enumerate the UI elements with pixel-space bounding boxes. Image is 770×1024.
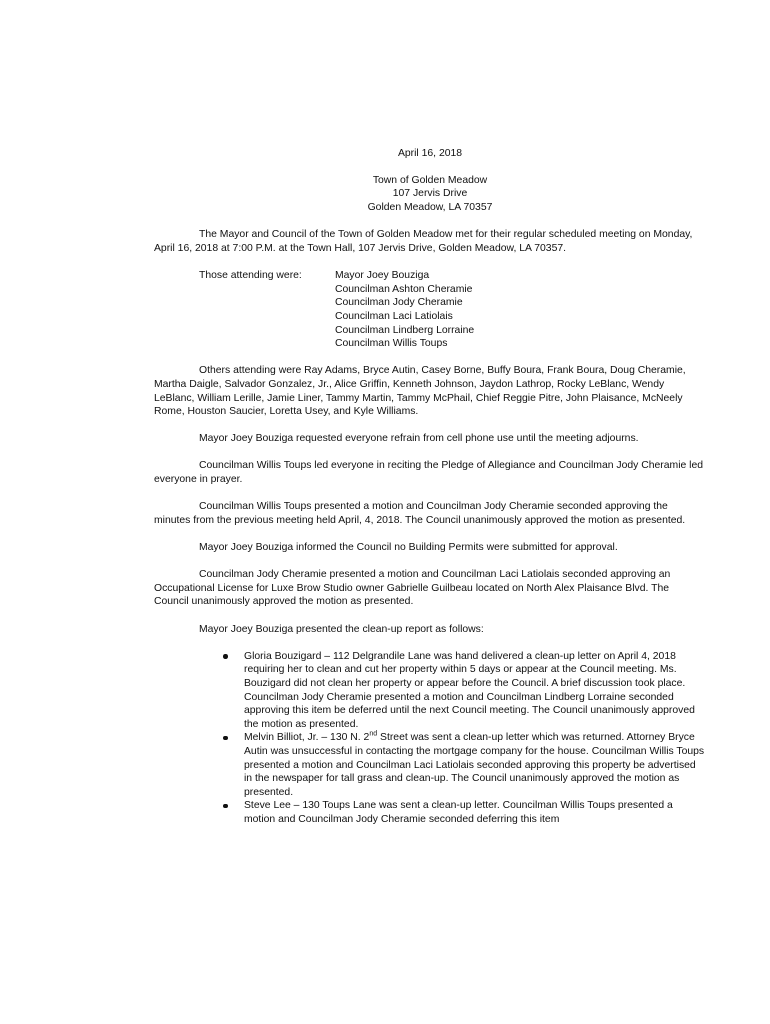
attendance-list	[335, 269, 706, 351]
document-page	[154, 147, 706, 827]
cleanup-intro-paragraph: Mayor Joey Bouziga presented the clean-up report as follows:	[199, 623, 484, 635]
list-item-text: Street was sent a clean-up letter which was returned. Attorney Bryce Autin was unsuccessful in contacting the mortgage company for the house. Councilman Willis Toups presented a motion and Councilman Laci Latiolais seconded approving this property be advertised in the newspaper for tall grass and clean-up. The Council unanimously approved the motion as presented.	[244, 732, 705, 798]
meeting-date: April 16, 2018	[397, 148, 463, 159]
attendee: Councilman Ashton Cheramie	[335, 283, 473, 295]
attendee: Councilman Laci Latiolais	[335, 310, 453, 322]
list-item	[199, 731, 706, 799]
pledge-prayer-paragraph: Councilman Willis Toups led everyone in reciting the Pledge of Allegiance and Councilman Jody Cheramie led everyone in prayer.	[154, 460, 704, 486]
attendee: Mayor Joey Bouziga	[335, 270, 430, 282]
town-name: Town of Golden Meadow	[372, 174, 488, 186]
address-block	[154, 174, 706, 215]
occupational-license-paragraph: Councilman Jody Cheramie presented a motion and Councilman Laci Latiolais seconded approving an Occupational License for Luxe Brow Studio owner Gabrielle Guilbeau located on North Alex Plaisance Blvd. The Council unanimously approved the motion as presented.	[154, 569, 671, 608]
building-permits-paragraph: Mayor Joey Bouziga informed the Council no Building Permits were submitted for approval.	[199, 542, 618, 554]
cleanup-list	[154, 650, 706, 827]
attendance-block	[154, 269, 706, 351]
attendee: Councilman Lindberg Lorraine	[335, 324, 475, 336]
cell-phone-paragraph: Mayor Joey Bouziga requested everyone refrain from cell phone use until the meeting adjourns.	[199, 433, 639, 445]
attendee: Councilman Willis Toups	[335, 338, 448, 350]
city-state-zip: Golden Meadow, LA 70357	[367, 201, 493, 213]
list-item: Steve Lee – 130 Toups Lane was sent a clean-up letter. Councilman Willis Toups presented a motion and Councilman Jody Cheramie seconded deferring this item	[199, 799, 706, 826]
ordinal-suffix: nd	[369, 730, 378, 738]
list-item-text: Melvin Billiot, Jr. – 130 N. 2	[244, 732, 370, 744]
others-attending-paragraph: Others attending were Ray Adams, Bryce Autin, Casey Borne, Buffy Boura, Frank Boura, Doug Cheramie, Martha Daigle, Salvador Gonzalez, Jr., Alice Griffin, Kenneth Johnson, Jaydon Lathrop, Rocky LeBlanc, Wendy LeBlanc, William Lerille, Jamie Liner, Tammy Martin, Tammy McPhail, Chief Reggie Pitre, John Plaisance, McNeely Rome, Houston Saucier, Loretta Usey, and Kyle Williams.	[154, 365, 686, 418]
attendee: Councilman Jody Cheramie	[335, 297, 463, 309]
attendance-label: Those attending were:	[199, 270, 302, 282]
list-item: Gloria Bouzigard – 112 Delgrandile Lane was hand delivered a clean-up letter on April 4, 2018 requiring her to clean and cut her property within 5 days or appear at the Council meeting. Ms. Bouzigard did not clean her property or appear before the Council. A brief discussion took place. Councilman Jody Cheramie presented a motion and Councilman Lindberg Lorraine seconded approving this item be deferred until the next Council meeting. The Council unanimously approved the motion as presented.	[199, 650, 706, 732]
street-address: 107 Jervis Drive	[392, 188, 468, 200]
minutes-approval-paragraph: Councilman Willis Toups presented a motion and Councilman Jody Cheramie seconded approving the minutes from the previous meeting held April, 4, 2018. The Council unanimously approved the motion as presented.	[154, 501, 686, 526]
intro-paragraph: The Mayor and Council of the Town of Golden Meadow met for their regular scheduled meeting on Monday, April 16, 2018 at 7:00 P.M. at the Town Hall, 107 Jervis Drive, Golden Meadow, LA 70357.	[154, 229, 693, 254]
